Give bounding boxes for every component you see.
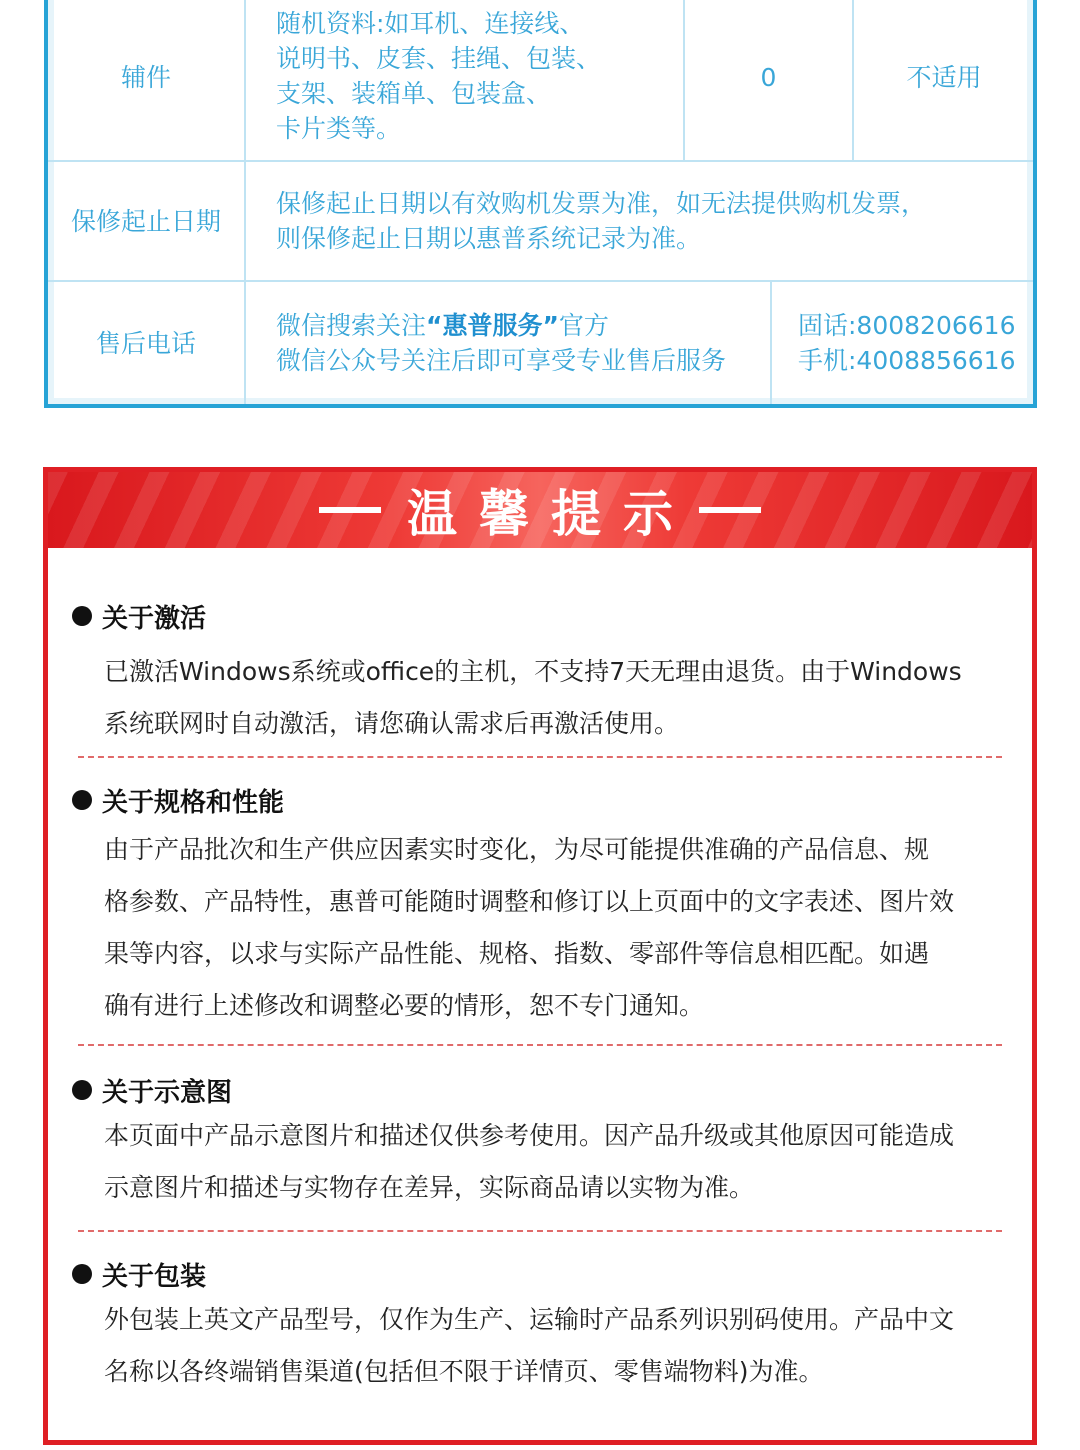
service-phone-label-text: 售后电话 <box>95 328 196 358</box>
wechat-prefix: 微信搜索关注 <box>276 311 427 340</box>
tips-card <box>43 467 1037 1445</box>
tip-line: 果等内容，以求与实际产品性能、规格、指数、零部件等信息相匹配。如遇 <box>104 939 930 968</box>
col-divider <box>244 0 246 404</box>
wechat-account-name: “惠普服务” <box>426 311 559 340</box>
title-dash-right <box>699 507 761 513</box>
mobile-number: 手机:4008856616 <box>798 346 1016 375</box>
accessories-label-text: 辅件 <box>120 62 171 92</box>
tip-line: 本页面中产品示意图片和描述仅供参考使用。因产品升级或其他原因可能造成 <box>104 1121 955 1150</box>
service-phone-wechat <box>276 282 770 404</box>
tips-header <box>48 472 1032 548</box>
tip-specs <box>72 780 1018 1032</box>
tip-heading-text: 关于规格和性能 <box>102 787 285 818</box>
accessories-desc-line: 随机资料:如耳机、连接线、 <box>276 9 585 38</box>
warranty-dates-line: 则保修起止日期以惠普系统记录为准。 <box>276 224 702 253</box>
accessories-desc-line: 说明书、皮套、挂绳、包装、 <box>276 44 602 73</box>
tip-line: 格参数、产品特性，惠普可能随时调整和修订以上页面中的文字表述、图片效 <box>104 887 955 916</box>
warranty-dates-label-text: 保修起止日期 <box>70 206 221 236</box>
dashed-divider <box>78 1044 1002 1046</box>
warranty-dates-desc <box>276 162 1036 280</box>
accessories-period-value: 0 <box>760 62 777 92</box>
tip-heading <box>72 780 1018 820</box>
tip-heading <box>72 1070 1018 1110</box>
tip-activation <box>72 596 1018 750</box>
tip-heading <box>72 1254 1018 1294</box>
tip-packaging <box>72 1254 1018 1398</box>
title-dash-left <box>319 507 381 513</box>
bullet-icon <box>72 790 92 810</box>
tip-heading-text: 关于包装 <box>102 1261 207 1292</box>
tip-line: 外包装上英文产品型号，仅作为生产、运输时产品系列识别码使用。产品中文 <box>104 1305 955 1334</box>
bullet-icon <box>72 1080 92 1100</box>
tip-illustration <box>72 1070 1018 1214</box>
tip-heading-text: 关于示意图 <box>102 1077 233 1108</box>
accessories-service-value: 不适用 <box>906 62 982 92</box>
tips-title <box>293 474 787 546</box>
service-phone-label <box>48 282 244 404</box>
tip-heading-text: 关于激活 <box>102 603 207 634</box>
tip-line: 系统联网时自动激活，请您确认需求后再激活使用。 <box>104 709 680 738</box>
tip-body <box>104 1110 1018 1214</box>
tip-line: 已激活Windows系统或office的主机，不支持7天无理由退货。由于Windows <box>104 657 962 686</box>
tip-body <box>104 646 1018 750</box>
wechat-line <box>276 308 609 343</box>
tip-line: 示意图片和描述与实物存在差异，实际商品请以实物为准。 <box>104 1173 755 1202</box>
tip-body <box>104 824 1018 1032</box>
wechat-line: 微信公众号关注后即可享受专业售后服务 <box>276 346 727 375</box>
accessories-desc <box>276 6 676 156</box>
landline-number: 固话:8008206616 <box>798 311 1016 340</box>
accessories-period <box>685 0 852 160</box>
tip-heading <box>72 596 1018 636</box>
dashed-divider <box>78 756 1002 758</box>
dashed-divider <box>78 1230 1002 1232</box>
accessories-label <box>48 0 244 160</box>
tips-title-text: 温馨提示 <box>407 485 695 543</box>
accessories-service <box>854 0 1034 160</box>
accessories-desc-line: 卡片类等。 <box>276 114 402 143</box>
warranty-dates-label <box>48 162 244 280</box>
service-phone-numbers <box>798 282 1034 404</box>
tip-line: 由于产品批次和生产供应因素实时变化，为尽可能提供准确的产品信息、规 <box>104 835 930 864</box>
wechat-suffix: 官方 <box>558 311 609 340</box>
accessories-desc-line: 支架、装箱单、包装盒、 <box>276 79 552 108</box>
warranty-table <box>44 0 1037 408</box>
tip-line: 确有进行上述修改和调整必要的情形，恕不专门通知。 <box>104 991 705 1020</box>
bullet-icon <box>72 1264 92 1284</box>
bullet-icon <box>72 606 92 626</box>
warranty-dates-line: 保修起止日期以有效购机发票为准，如无法提供购机发票， <box>276 189 927 218</box>
col-divider <box>770 282 772 404</box>
tip-body <box>104 1294 1018 1398</box>
tip-line: 名称以各终端销售渠道(包括但不限于详情页、零售端物料)为准。 <box>104 1357 824 1386</box>
